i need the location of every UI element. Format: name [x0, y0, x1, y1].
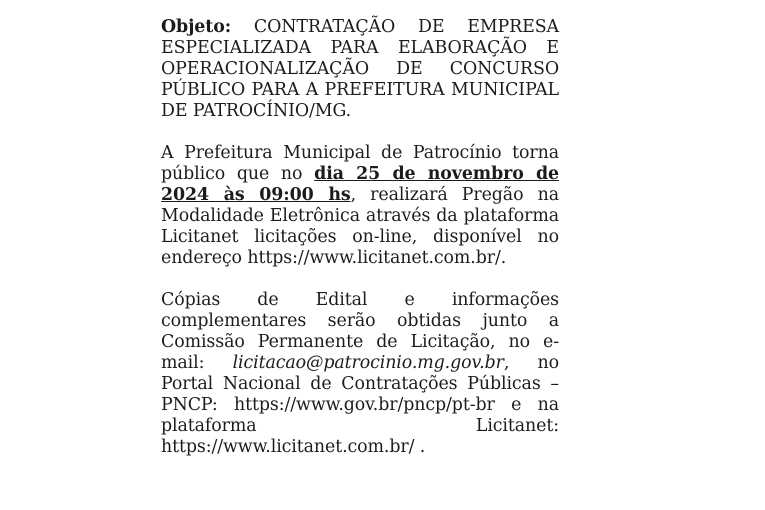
aviso-after-date: , realizará Pregão na Modalidade Eletrônica através da plataforma Licitanet licitações on-line, disponível no endereço — [161, 185, 560, 268]
licitanet-link-2[interactable]: https://www.licitanet.com.br/ — [161, 437, 415, 457]
notice-document — [161, 17, 559, 479]
copias-intro: Cópias de Edital e informações complementares serão obtidas junto a Comissão Permanente de Licitação, no e-mail: — [161, 290, 559, 373]
aviso-paragraph — [161, 143, 559, 269]
objeto-text: CONTRATAÇÃO DE EMPRESA ESPECIALIZADA PARA ELABORAÇÃO E OPERACIONALIZAÇÃO DE CONCURSO PÚBLICO PARA A PREFEITURA MUNICIPAL DE PATROCÍNIO/MG. — [161, 17, 559, 121]
aviso-intro: A Prefeitura Municipal de Patrocínio torna público que no — [161, 143, 559, 184]
session-date: dia 25 de novembro de 2024 às 09:00 hs — [161, 164, 560, 205]
licitanet-link[interactable]: https://www.licitanet.com.br/ — [247, 248, 501, 268]
copias-paragraph — [161, 290, 559, 458]
pncp-link[interactable]: https://www.gov.br/pncp/pt-br — [234, 395, 495, 415]
copias-end: . — [419, 437, 426, 457]
email-link[interactable]: licitacao@patrocinio.mg.gov.br — [232, 353, 504, 373]
objeto-label: Objeto: — [161, 17, 232, 37]
copias-mid2: e na plataforma Licitanet: — [161, 395, 559, 436]
copias-mid: , no Portal Nacional de Contratações Públicas – PNCP: — [161, 353, 559, 415]
objeto-paragraph — [161, 17, 559, 122]
aviso-end: . — [500, 248, 507, 268]
